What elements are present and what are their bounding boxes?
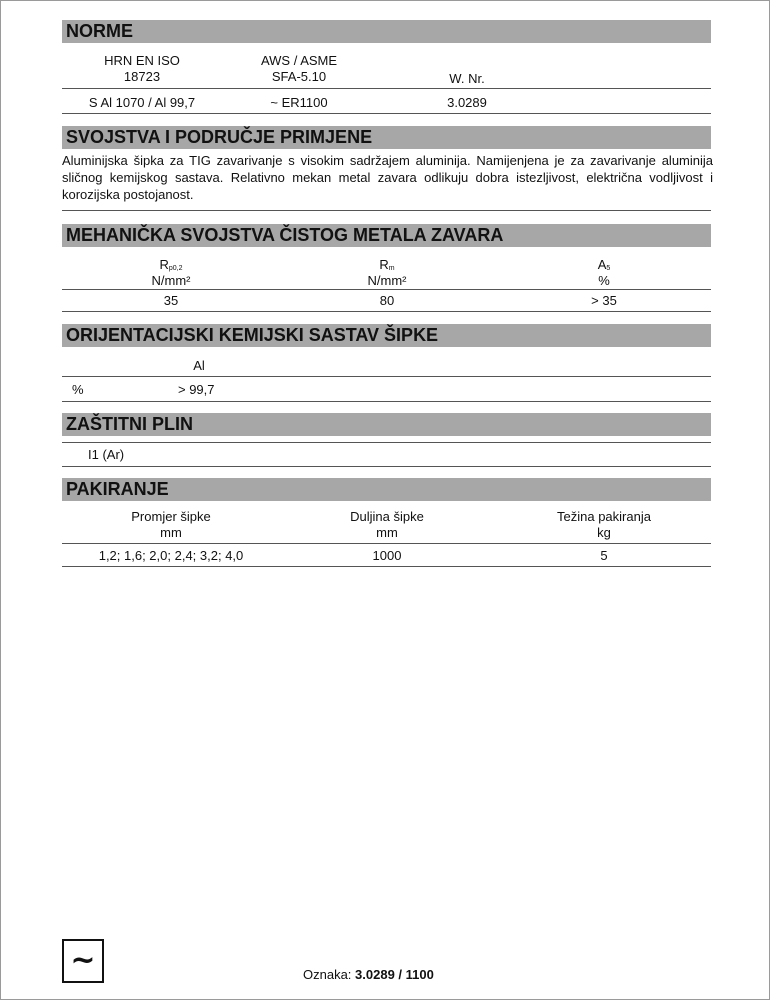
mehanicka-symbol-rp: $R_{p0,2}$ <box>159 257 183 272</box>
norme-value-wnr: 3.0289 <box>447 95 487 110</box>
pakiranje-rule-top <box>62 543 711 544</box>
norme-rule-bottom <box>62 113 711 114</box>
svojstva-paragraph: Aluminijska šipka za TIG zavarivanje s visokim sadržajem aluminija. Namijenjena je za zavarivanje aluminija sličnog kemijskog sastava. Relativno mekan metal zavara odlikuju dobra istezljivost, električna vodljivost i korozijska postojanost. <box>62 153 713 202</box>
kemijski-value-al: > 99,7 <box>178 382 215 397</box>
mehanicka-rule-top <box>62 289 711 290</box>
plin-rule-top <box>62 442 711 443</box>
pakiranje-value-promjer: 1,2; 1,6; 2,0; 2,4; 3,2; 4,0 <box>98 548 244 563</box>
mehanicka-symbol-a5: $A_5$ <box>597 257 611 272</box>
plin-rule-bottom <box>62 466 711 467</box>
pakiranje-unit-duljina: mm <box>376 525 398 540</box>
mehanicka-unit-rp: N/mm² <box>151 273 191 288</box>
kemijski-rule-top <box>62 376 711 377</box>
pakiranje-unit-tezina: kg <box>597 525 611 540</box>
kemijski-element-al: Al <box>193 358 205 373</box>
section-header-plin: ZAŠTITNI PLIN <box>62 413 711 436</box>
svojstva-rule <box>62 210 711 211</box>
footer-oznaka <box>303 967 434 983</box>
plin-value: I1 (Ar) <box>88 447 125 462</box>
pakiranje-label-duljina: Duljina šipke <box>350 509 424 524</box>
mehanicka-unit-a5: % <box>598 273 610 288</box>
norme-value-hrn: S Al 1070 / Al 99,7 <box>88 95 196 110</box>
section-header-pakiranje: PAKIRANJE <box>62 478 711 501</box>
kemijski-rule-bottom <box>62 401 711 402</box>
norme-header-hrn-line2: 18723 <box>123 69 161 84</box>
mehanicka-unit-rm: N/mm² <box>367 273 407 288</box>
section-header-kemijski: ORIJENTACIJSKI KEMIJSKI SASTAV ŠIPKE <box>62 324 711 347</box>
section-header-mehanicka: MEHANIČKA SVOJSTVA ČISTOG METALA ZAVARA <box>62 224 711 247</box>
mehanicka-value-a5: > 35 <box>591 293 617 308</box>
mehanicka-rule-bottom <box>62 311 711 312</box>
pakiranje-unit-promjer: mm <box>160 525 182 540</box>
section-header-norme: NORME <box>62 20 711 43</box>
mehanicka-symbol-rm: $R_m$ <box>379 257 395 272</box>
footer-code: 3.0289 / 1100 <box>355 967 434 982</box>
mehanicka-value-rp: 35 <box>163 293 179 308</box>
ac-current-icon: ~ <box>62 939 104 983</box>
mehanicka-value-rm: 80 <box>379 293 395 308</box>
footer-label: Oznaka: <box>303 967 356 982</box>
norme-header-wnr: W. Nr. <box>449 71 485 86</box>
pakiranje-label-promjer: Promjer šipke <box>131 509 211 524</box>
pakiranje-value-duljina: 1000 <box>372 548 402 563</box>
pakiranje-value-tezina: 5 <box>600 548 608 563</box>
kemijski-row-label: % <box>72 382 84 397</box>
norme-value-aws: ~ ER1100 <box>270 95 328 110</box>
section-header-svojstva: SVOJSTVA I PODRUČJE PRIMJENE <box>62 126 711 149</box>
norme-header-aws-line1: AWS / ASME <box>260 53 338 68</box>
pakiranje-label-tezina: Težina pakiranja <box>557 509 651 524</box>
norme-header-hrn-line1: HRN EN ISO <box>104 53 180 68</box>
norme-rule-top <box>62 88 711 89</box>
pakiranje-rule-bottom <box>62 566 711 567</box>
norme-header-aws-line2: SFA-5.10 <box>271 69 327 84</box>
